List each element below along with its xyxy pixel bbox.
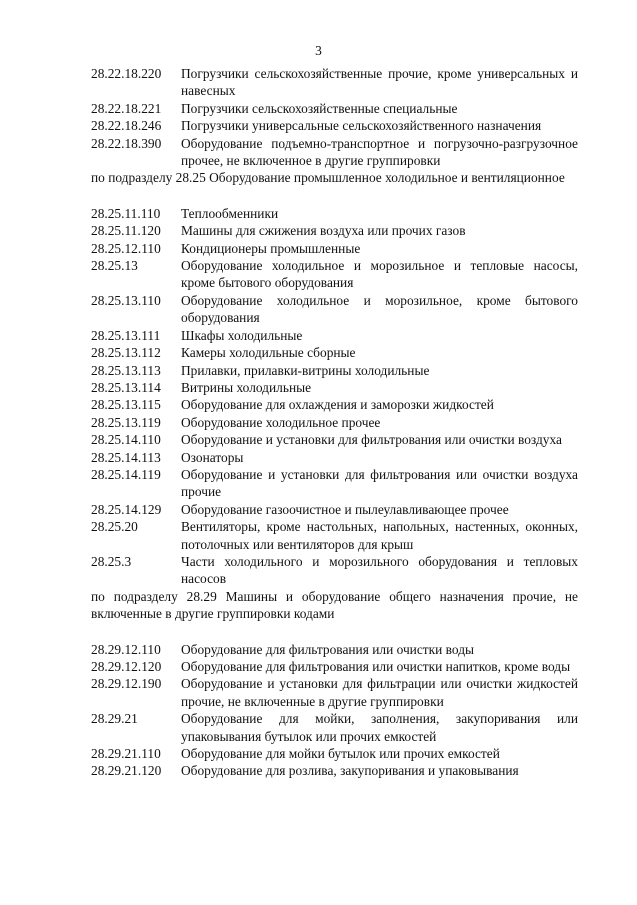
entry-code: 28.25.20: [91, 519, 138, 535]
entry-code: 28.25.12.110: [91, 240, 161, 256]
code-entry: [91, 762, 578, 779]
entry-code: 28.29.21.110: [91, 746, 161, 762]
entry-code: 28.25.11.110: [91, 205, 161, 221]
entry-code: 28.25.3: [91, 553, 132, 569]
page-number: 3: [315, 43, 322, 58]
entry-description: Оборудование и установки для фильтрования или очистки воздуха прочие: [181, 466, 578, 500]
code-list-2829: [91, 641, 578, 780]
entry-code: 28.22.18.246: [91, 118, 162, 134]
entry-code: 28.25.13.113: [91, 362, 161, 378]
code-entry: [91, 466, 578, 501]
entry-description: Вентиляторы, кроме настольных, напольных, настенных, оконных, потолочных или вентиляторов для крыш: [181, 519, 578, 552]
entry-description: Теплообменники: [181, 205, 279, 221]
code-entry: [91, 292, 578, 327]
code-entry: [91, 100, 578, 117]
entry-code: 28.25.13.115: [91, 397, 161, 413]
entry-description: Части холодильного и морозильного оборудования и тепловых насосов: [181, 553, 578, 587]
entry-code: 28.29.12.190: [91, 676, 162, 692]
code-entry: [91, 710, 578, 745]
entry-code: 28.25.13.114: [91, 379, 161, 395]
code-entry: [91, 362, 578, 379]
entry-code: 28.29.21.120: [91, 763, 162, 779]
code-entry: [91, 65, 578, 100]
entry-description: Оборудование и установки для фильтрования или очистки воздуха: [181, 432, 562, 448]
entry-description: Оборудование для мойки, заполнения, закупоривания или упаковывания бутылок или прочих емкостей: [181, 711, 578, 744]
code-entry: [91, 641, 578, 658]
subsection-heading-2825: по подразделу 28.25 Оборудование промышленное холодильное и вентиляционное: [91, 170, 565, 186]
entry-description: Оборудование для мойки бутылок или прочих емкостей: [181, 746, 500, 762]
entry-code: 28.29.12.110: [91, 641, 161, 657]
code-entry: [91, 135, 578, 170]
code-list-2825: [91, 205, 578, 588]
entry-description: Витрины холодильные: [181, 379, 312, 395]
code-entry: [91, 240, 578, 257]
code-entry: [91, 396, 578, 413]
code-entry: [91, 518, 578, 553]
code-entry: [91, 501, 578, 518]
entry-description: Камеры холодильные сборные: [181, 345, 356, 361]
entry-code: 28.22.18.220: [91, 66, 162, 81]
code-entry: [91, 553, 578, 588]
entry-code: 28.25.14.119: [91, 466, 161, 482]
entry-description: Кондиционеры промышленные: [181, 240, 361, 256]
entry-description: Машины для сжижения воздуха или прочих газов: [181, 223, 466, 239]
entry-description: Оборудование холодильное и морозильное и тепловые насосы, кроме бытового оборудования: [181, 258, 578, 291]
code-list-2822: [91, 65, 578, 169]
entry-description: Озонаторы: [181, 449, 244, 465]
entry-code: 28.22.18.221: [91, 100, 162, 116]
spacer: [91, 187, 578, 205]
code-entry: [91, 222, 578, 239]
code-entry: [91, 745, 578, 762]
entry-code: 28.25.13.111: [91, 327, 161, 343]
code-entry: [91, 327, 578, 344]
entry-code: 28.25.13.112: [91, 345, 161, 361]
code-entry: [91, 117, 578, 134]
entry-description: Оборудование холодильное и морозильное, кроме бытового оборудования: [181, 292, 578, 326]
entry-description: Оборудование холодильное прочее: [181, 414, 381, 430]
entry-description: Оборудование для розлива, закупоривания и упаковывания: [181, 763, 519, 779]
code-entry: [91, 431, 578, 448]
code-entry: [91, 379, 578, 396]
entry-code: 28.25.14.110: [91, 432, 161, 448]
entry-code: 28.25.14.113: [91, 449, 161, 465]
entry-description: Погрузчики универсальные сельскохозяйственного назначения: [181, 118, 542, 134]
entry-code: 28.25.11.120: [91, 223, 161, 239]
code-entry: [91, 205, 578, 222]
entry-code: 28.25.13.119: [91, 414, 161, 430]
entry-description: Оборудование газоочистное и пылеулавливающее прочее: [181, 501, 509, 517]
entry-description: Оборудование подъемно-транспортное и погрузочно-разгрузочное прочее, не включенное в другие группировки: [181, 135, 578, 169]
entry-description: Оборудование для фильтрования или очистки напитков, кроме воды: [181, 659, 571, 674]
entry-description: Погрузчики сельскохозяйственные специальные: [181, 100, 458, 116]
entry-description: Оборудование и установки для фильтрации или очистки жидкостей прочие, не включенные в другие группировки: [181, 676, 578, 709]
entry-code: 28.25.14.129: [91, 501, 162, 517]
code-entry: [91, 414, 578, 431]
entry-code: 28.22.18.390: [91, 135, 162, 151]
entry-code: 28.25.13: [91, 258, 138, 274]
code-entry: [91, 675, 578, 710]
entry-description: Шкафы холодильные: [181, 327, 303, 343]
subsection-heading-2829: по подразделу 28.29 Машины и оборудование общего назначения прочие, не включенные в другие группировки кодами: [91, 588, 578, 622]
entry-description: Оборудование для фильтрования или очистки воды: [181, 641, 475, 657]
spacer: [91, 623, 578, 641]
entry-code: 28.29.21: [91, 711, 138, 727]
entry-description: Погрузчики сельскохозяйственные прочие, кроме универсальных и навесных: [181, 66, 578, 99]
code-entry: [91, 257, 578, 292]
entry-description: Оборудование для охлаждения и заморозки жидкостей: [181, 397, 494, 413]
code-entry: [91, 658, 578, 675]
code-entry: [91, 449, 578, 466]
document-body: [91, 65, 578, 780]
entry-description: Прилавки, прилавки-витрины холодильные: [181, 362, 430, 378]
entry-code: 28.29.12.120: [91, 659, 162, 674]
code-entry: [91, 344, 578, 361]
entry-code: 28.25.13.110: [91, 292, 161, 308]
